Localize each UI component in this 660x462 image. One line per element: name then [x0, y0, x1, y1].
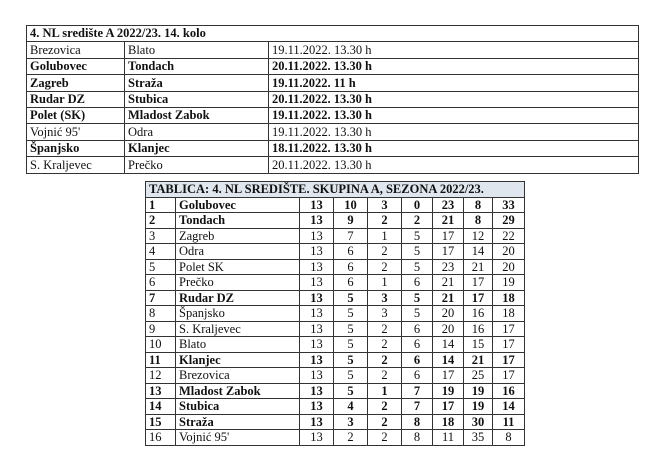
standing-goals-for: 11 [433, 430, 464, 446]
standing-goals-against: 21 [464, 259, 493, 275]
standing-position: 3 [146, 228, 176, 244]
standing-played: 13 [300, 213, 334, 229]
standing-draws: 2 [368, 321, 402, 337]
standing-row [146, 337, 525, 353]
standing-losses: 5 [402, 290, 433, 306]
standing-draws: 1 [368, 383, 402, 399]
standing-points: 20 [493, 244, 525, 260]
standing-goals-for: 23 [433, 259, 464, 275]
fixture-date: 19.11.2022. 13.30 h [269, 107, 639, 123]
fixture-away-team: Klanjec [125, 140, 269, 156]
fixture-away-team: Odra [125, 124, 269, 140]
standing-team: Blato [176, 337, 300, 353]
standing-team: Španjsko [176, 306, 300, 322]
standing-position: 9 [146, 321, 176, 337]
standing-wins: 5 [334, 352, 368, 368]
standing-played: 13 [300, 337, 334, 353]
fixture-home-team: Polet (SK) [27, 107, 125, 123]
standing-draws: 3 [368, 197, 402, 213]
standing-row [146, 414, 525, 430]
standing-losses: 2 [402, 213, 433, 229]
standing-draws: 2 [368, 213, 402, 229]
fixture-away-team: Blato [125, 42, 269, 58]
fixture-row [27, 42, 639, 58]
fixture-away-team: Mladost Zabok [125, 107, 269, 123]
standing-points: 11 [493, 414, 525, 430]
standing-position: 8 [146, 306, 176, 322]
standing-goals-against: 8 [464, 213, 493, 229]
standing-wins: 3 [334, 414, 368, 430]
standing-row [146, 228, 525, 244]
standing-points: 19 [493, 275, 525, 291]
standing-points: 17 [493, 337, 525, 353]
standing-goals-against: 35 [464, 430, 493, 446]
standing-row [146, 213, 525, 229]
standing-losses: 6 [402, 368, 433, 384]
standing-team: Mladost Zabok [176, 383, 300, 399]
standing-played: 13 [300, 290, 334, 306]
standing-goals-for: 21 [433, 213, 464, 229]
standing-draws: 2 [368, 430, 402, 446]
standing-goals-against: 17 [464, 290, 493, 306]
standing-wins: 2 [334, 430, 368, 446]
standing-played: 13 [300, 244, 334, 260]
standing-position: 1 [146, 197, 176, 213]
standing-played: 13 [300, 414, 334, 430]
fixture-home-team: S. Kraljevec [27, 157, 125, 173]
standing-wins: 5 [334, 321, 368, 337]
standing-goals-for: 17 [433, 368, 464, 384]
standing-wins: 10 [334, 197, 368, 213]
standing-draws: 1 [368, 228, 402, 244]
standing-draws: 3 [368, 290, 402, 306]
standing-wins: 6 [334, 244, 368, 260]
standing-losses: 5 [402, 228, 433, 244]
standing-row [146, 368, 525, 384]
standing-wins: 5 [334, 306, 368, 322]
standing-points: 16 [493, 383, 525, 399]
fixture-home-team: Španjsko [27, 140, 125, 156]
standing-row [146, 197, 525, 213]
fixture-away-team: Prečko [125, 157, 269, 173]
standing-draws: 1 [368, 275, 402, 291]
standing-row [146, 244, 525, 260]
standing-goals-for: 17 [433, 244, 464, 260]
standings-title: TABLICA: 4. NL SREDIŠTE. SKUPINA A, SEZONA 2022/23. [146, 182, 525, 198]
standing-team: Odra [176, 244, 300, 260]
standing-goals-against: 16 [464, 321, 493, 337]
fixture-home-team: Brezovica [27, 42, 125, 58]
standing-row [146, 275, 525, 291]
standing-team: Tondach [176, 213, 300, 229]
standing-position: 10 [146, 337, 176, 353]
fixture-row [27, 124, 639, 140]
standing-row [146, 399, 525, 415]
standing-losses: 6 [402, 275, 433, 291]
standing-losses: 6 [402, 321, 433, 337]
standing-draws: 3 [368, 306, 402, 322]
standing-team: S. Kraljevec [176, 321, 300, 337]
standing-points: 8 [493, 430, 525, 446]
standing-position: 14 [146, 399, 176, 415]
standing-played: 13 [300, 321, 334, 337]
standing-wins: 4 [334, 399, 368, 415]
standing-goals-for: 19 [433, 383, 464, 399]
standing-row [146, 306, 525, 322]
fixture-home-team: Vojnić 95' [27, 124, 125, 140]
standing-goals-against: 8 [464, 197, 493, 213]
standing-position: 5 [146, 259, 176, 275]
standing-team: Stubica [176, 399, 300, 415]
standing-draws: 2 [368, 259, 402, 275]
standing-row [146, 383, 525, 399]
standing-losses: 5 [402, 259, 433, 275]
standing-team: Prečko [176, 275, 300, 291]
standing-losses: 6 [402, 337, 433, 353]
standing-points: 29 [493, 213, 525, 229]
fixture-home-team: Zagreb [27, 75, 125, 91]
standing-losses: 7 [402, 383, 433, 399]
standing-goals-for: 21 [433, 290, 464, 306]
standing-position: 7 [146, 290, 176, 306]
standing-team: Golubovec [176, 197, 300, 213]
standing-played: 13 [300, 306, 334, 322]
fixture-date: 20.11.2022. 13.30 h [269, 157, 639, 173]
fixture-row [27, 107, 639, 123]
standing-losses: 5 [402, 244, 433, 260]
standings-title-row [146, 182, 525, 198]
standing-team: Rudar DZ [176, 290, 300, 306]
standing-points: 33 [493, 197, 525, 213]
standing-played: 13 [300, 228, 334, 244]
standing-losses: 0 [402, 197, 433, 213]
fixtures-body [27, 26, 639, 174]
standing-goals-against: 25 [464, 368, 493, 384]
standing-losses: 5 [402, 306, 433, 322]
standing-wins: 5 [334, 337, 368, 353]
standing-goals-for: 18 [433, 414, 464, 430]
standing-played: 13 [300, 368, 334, 384]
standing-played: 13 [300, 383, 334, 399]
standing-draws: 2 [368, 244, 402, 260]
standing-position: 6 [146, 275, 176, 291]
standing-points: 22 [493, 228, 525, 244]
standing-played: 13 [300, 275, 334, 291]
fixture-date: 18.11.2022. 13.30 h [269, 140, 639, 156]
standing-goals-against: 16 [464, 306, 493, 322]
standing-team: Zagreb [176, 228, 300, 244]
standing-draws: 2 [368, 414, 402, 430]
standing-wins: 9 [334, 213, 368, 229]
fixture-away-team: Tondach [125, 58, 269, 74]
standing-goals-for: 14 [433, 337, 464, 353]
standing-row [146, 290, 525, 306]
standing-row [146, 259, 525, 275]
standings-table [145, 181, 525, 446]
fixture-home-team: Rudar DZ [27, 91, 125, 107]
standing-losses: 8 [402, 414, 433, 430]
standing-points: 18 [493, 290, 525, 306]
standing-played: 13 [300, 399, 334, 415]
standing-position: 12 [146, 368, 176, 384]
standing-wins: 5 [334, 368, 368, 384]
standing-goals-against: 21 [464, 352, 493, 368]
standing-goals-for: 14 [433, 352, 464, 368]
fixture-away-team: Stubica [125, 91, 269, 107]
standing-goals-for: 20 [433, 321, 464, 337]
standing-position: 16 [146, 430, 176, 446]
standing-goals-for: 21 [433, 275, 464, 291]
fixtures-title-row [27, 26, 639, 42]
fixtures-title: 4. NL središte A 2022/23. 14. kolo [27, 26, 639, 42]
fixture-date: 19.11.2022. 11 h [269, 75, 639, 91]
standing-played: 13 [300, 197, 334, 213]
standing-draws: 2 [368, 399, 402, 415]
fixture-home-team: Golubovec [27, 58, 125, 74]
standing-goals-for: 17 [433, 399, 464, 415]
standing-position: 13 [146, 383, 176, 399]
standing-points: 17 [493, 352, 525, 368]
fixture-row [27, 91, 639, 107]
standing-played: 13 [300, 259, 334, 275]
standing-goals-against: 19 [464, 383, 493, 399]
standing-goals-against: 15 [464, 337, 493, 353]
standing-position: 4 [146, 244, 176, 260]
standing-wins: 7 [334, 228, 368, 244]
standing-losses: 7 [402, 399, 433, 415]
standing-points: 17 [493, 321, 525, 337]
standing-goals-against: 12 [464, 228, 493, 244]
standing-team: Klanjec [176, 352, 300, 368]
standing-goals-for: 23 [433, 197, 464, 213]
standing-team: Straža [176, 414, 300, 430]
standing-goals-against: 17 [464, 275, 493, 291]
standing-wins: 5 [334, 290, 368, 306]
fixture-date: 19.11.2022. 13.30 h [269, 124, 639, 140]
fixture-row [27, 140, 639, 156]
fixtures-table [26, 25, 639, 174]
standing-goals-against: 19 [464, 399, 493, 415]
standing-goals-for: 17 [433, 228, 464, 244]
standing-goals-for: 20 [433, 306, 464, 322]
fixture-row [27, 157, 639, 173]
standing-row [146, 430, 525, 446]
standing-points: 14 [493, 399, 525, 415]
fixture-row [27, 58, 639, 74]
fixture-date: 20.11.2022. 13.30 h [269, 91, 639, 107]
standing-played: 13 [300, 430, 334, 446]
standing-points: 18 [493, 306, 525, 322]
standing-goals-against: 30 [464, 414, 493, 430]
standing-position: 15 [146, 414, 176, 430]
standing-played: 13 [300, 352, 334, 368]
standing-position: 2 [146, 213, 176, 229]
fixture-row [27, 75, 639, 91]
standing-row [146, 321, 525, 337]
standing-position: 11 [146, 352, 176, 368]
standing-draws: 2 [368, 368, 402, 384]
standing-team: Brezovica [176, 368, 300, 384]
standing-draws: 2 [368, 337, 402, 353]
standing-wins: 6 [334, 259, 368, 275]
standing-points: 17 [493, 368, 525, 384]
fixture-away-team: Straža [125, 75, 269, 91]
standing-team: Polet SK [176, 259, 300, 275]
standing-goals-against: 14 [464, 244, 493, 260]
fixture-date: 19.11.2022. 13.30 h [269, 42, 639, 58]
standing-draws: 2 [368, 352, 402, 368]
standing-losses: 8 [402, 430, 433, 446]
standing-points: 20 [493, 259, 525, 275]
standing-wins: 5 [334, 383, 368, 399]
standing-wins: 6 [334, 275, 368, 291]
standings-body [146, 182, 525, 446]
fixture-date: 20.11.2022. 13.30 h [269, 58, 639, 74]
standing-team: Vojnić 95' [176, 430, 300, 446]
standing-row [146, 352, 525, 368]
standing-losses: 6 [402, 352, 433, 368]
